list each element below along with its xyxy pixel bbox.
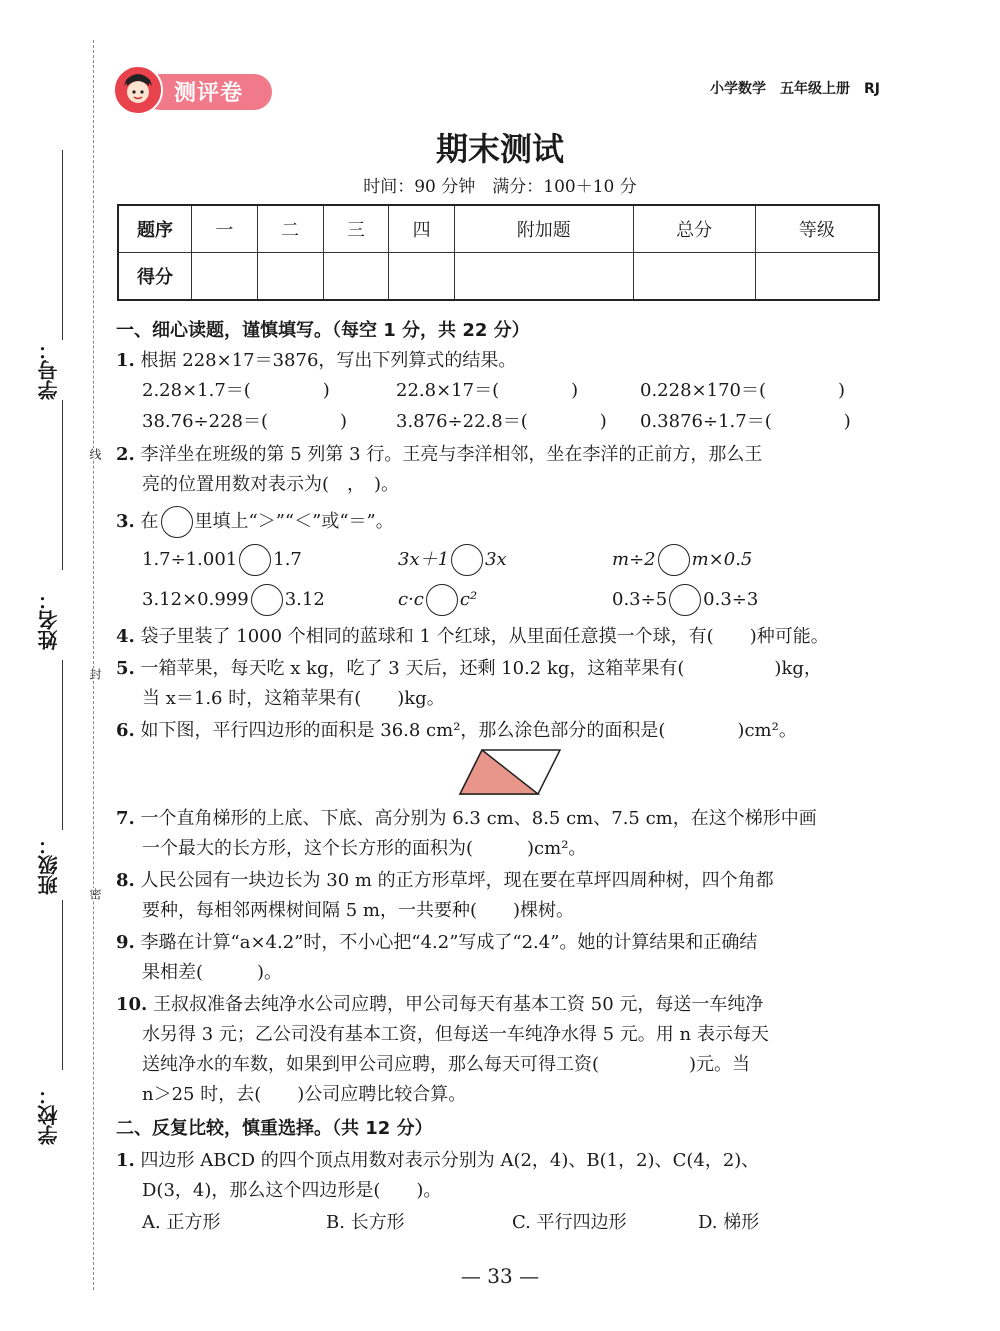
table-header-cell: 四 xyxy=(389,205,455,253)
exam-info: 时间：90 分钟 满分：100＋10 分 xyxy=(363,177,637,197)
blank-item[interactable]: 2.28×1.7＝( ) xyxy=(142,380,330,401)
margin-label-class: 班级： xyxy=(37,835,61,895)
subject-header: 小学数学 五年级上册 RJ xyxy=(710,81,880,97)
question-2 xyxy=(116,440,762,466)
badge-label: 测评卷 xyxy=(174,81,244,106)
question-number: 3. xyxy=(116,511,135,532)
question-1 xyxy=(116,1146,759,1172)
score-cell[interactable] xyxy=(257,253,323,301)
question-text: 如下图，平行四边形的面积是 36.8 cm²，那么涂色部分的面积是( )cm²。 xyxy=(140,720,797,741)
cut-mark: 封 xyxy=(82,668,104,680)
question-text: 水另得 3 元；乙公司没有基本工资，但每送一车纯净水得 5 元。用 n 表示每天 xyxy=(142,1024,769,1045)
compare-right: 0.3÷3 xyxy=(703,589,759,610)
margin-label-student-id: 学号： xyxy=(37,340,61,400)
compare-left: c·c xyxy=(398,589,424,610)
compare-right: c² xyxy=(459,589,478,610)
answer-circle[interactable] xyxy=(251,584,283,616)
score-cell[interactable] xyxy=(755,253,879,301)
blank-item[interactable]: 22.8×17＝( ) xyxy=(396,380,579,401)
question-7 xyxy=(116,804,817,830)
mascot-icon xyxy=(112,64,164,116)
question-number: 2. xyxy=(116,444,135,465)
question-text: 里填上“＞”“＜”或“＝”。 xyxy=(194,511,394,532)
compare-item[interactable] xyxy=(398,584,477,616)
question-number: 7. xyxy=(116,808,135,829)
table-header-cell: 三 xyxy=(323,205,389,253)
compare-item[interactable] xyxy=(142,544,302,576)
compare-left: 3.12×0.999 xyxy=(142,589,249,610)
score-table xyxy=(117,204,880,301)
option-d[interactable]: D. 梯形 xyxy=(698,1212,760,1233)
section-heading: 二、反复比较，慎重选择。（共 12 分） xyxy=(116,1118,433,1139)
margin-line xyxy=(62,660,63,830)
question-number: 5. xyxy=(116,658,135,679)
option-c[interactable]: C. 平行四边形 xyxy=(512,1212,627,1233)
blank-item[interactable]: 38.76÷228＝( ) xyxy=(142,411,348,432)
answer-circle[interactable] xyxy=(658,544,690,576)
question-8 xyxy=(116,866,774,892)
answer-circle[interactable] xyxy=(426,584,458,616)
table-header-cell: 附加题 xyxy=(455,205,634,253)
score-cell[interactable] xyxy=(633,253,755,301)
question-text: 在 xyxy=(140,511,159,532)
score-cell[interactable] xyxy=(455,253,634,301)
table-header-cell: 题序 xyxy=(118,205,192,253)
question-text: 四边形 ABCD 的四个顶点用数对表示分别为 A(2，4)、B(1，2)、C(4，2)、 xyxy=(140,1150,760,1171)
table-header-cell: 等级 xyxy=(755,205,879,253)
question-6 xyxy=(116,716,797,742)
question-text: 果相差( )。 xyxy=(142,962,283,983)
margin-label-name: 姓名： xyxy=(37,590,61,650)
question-number: 6. xyxy=(116,720,135,741)
question-text: 王叔叔准备去纯净水公司应聘，甲公司每天有基本工资 50 元，每送一车纯净 xyxy=(153,994,764,1015)
question-text: 送纯净水的车数，如果到甲公司应聘，那么每天可得工资( )元。当 xyxy=(142,1054,751,1075)
question-text: 当 x＝1.6 时，这箱苹果有( )kg。 xyxy=(142,688,445,709)
question-text: 一个最大的长方形，这个长方形的面积为( )cm²。 xyxy=(142,838,587,859)
compare-left: 1.7÷1.001 xyxy=(142,549,238,570)
page-number: — 33 — xyxy=(460,1264,540,1288)
cut-mark: 线 xyxy=(82,448,104,460)
question-3 xyxy=(116,506,394,538)
compare-right: 3x xyxy=(485,549,507,570)
option-a[interactable]: A. 正方形 xyxy=(142,1212,221,1233)
question-text: D(3，4)，那么这个四边形是( )。 xyxy=(142,1180,442,1201)
question-number: 1. xyxy=(116,350,135,371)
question-text: 李璐在计算“a×4.2”时，不小心把“4.2”写成了“2.4”。她的计算结果和正确结 xyxy=(140,932,758,953)
margin-label-school: 学校： xyxy=(37,1085,61,1145)
table-header-cell: 二 xyxy=(257,205,323,253)
table-header-cell: 总分 xyxy=(633,205,755,253)
question-number: 4. xyxy=(116,626,135,647)
question-10 xyxy=(116,990,763,1016)
option-b[interactable]: B. 长方形 xyxy=(326,1212,405,1233)
blank-item[interactable]: 0.3876÷1.7＝( ) xyxy=(640,411,851,432)
question-text: n＞25 时，去( )公司应聘比较合算。 xyxy=(142,1084,467,1105)
question-9 xyxy=(116,928,757,954)
score-cell[interactable] xyxy=(323,253,389,301)
answer-circle[interactable] xyxy=(239,544,271,576)
question-number: 10. xyxy=(116,994,148,1015)
question-text: 李洋坐在班级的第 5 列第 3 行。王亮与李洋相邻，坐在李洋的正前方，那么王 xyxy=(140,444,763,465)
badge xyxy=(112,64,272,114)
cut-mark: 密 xyxy=(82,888,104,900)
score-cell[interactable] xyxy=(389,253,455,301)
table-row xyxy=(118,205,879,253)
compare-item[interactable] xyxy=(142,584,325,616)
question-text: 一箱苹果，每天吃 x kg，吃了 3 天后，还剩 10.2 kg，这箱苹果有( )kg， xyxy=(140,658,822,679)
blank-item[interactable]: 0.228×170＝( ) xyxy=(640,380,846,401)
compare-left: 3x＋1 xyxy=(398,549,450,570)
question-number: 9. xyxy=(116,932,135,953)
section-heading: 一、细心读题，谨慎填写。（每空 1 分，共 22 分） xyxy=(116,320,530,341)
question-text: 亮的位置用数对表示为( ， )。 xyxy=(142,474,400,495)
compare-left: 0.3÷5 xyxy=(612,589,668,610)
compare-item[interactable] xyxy=(398,544,507,576)
margin-line xyxy=(62,900,63,1070)
question-text: 人民公园有一块边长为 30 m 的正方形草坪，现在要在草坪四周种树，四个角都 xyxy=(140,870,774,891)
compare-right: m×0.5 xyxy=(691,549,753,570)
blank-item[interactable]: 3.876÷22.8＝( ) xyxy=(396,411,607,432)
question-number: 8. xyxy=(116,870,135,891)
answer-circle[interactable] xyxy=(669,584,701,616)
compare-left: m÷2 xyxy=(612,549,656,570)
question-number: 1. xyxy=(116,1150,135,1171)
table-row xyxy=(118,253,879,301)
cut-line xyxy=(93,40,94,1290)
question-4 xyxy=(116,622,829,648)
parallelogram-figure xyxy=(458,748,562,796)
question-text: 一个直角梯形的上底、下底、高分别为 6.3 cm、8.5 cm、7.5 cm，在这个梯形中画 xyxy=(140,808,817,829)
score-cell[interactable] xyxy=(192,253,258,301)
compare-right: 3.12 xyxy=(284,589,325,610)
compare-right: 1.7 xyxy=(273,549,302,570)
compare-circle xyxy=(161,506,193,538)
question-5 xyxy=(116,654,822,680)
table-header-cell: 一 xyxy=(192,205,258,253)
compare-item[interactable] xyxy=(612,584,758,616)
question-text: 要种，每相邻两棵树间隔 5 m，一共要种( )棵树。 xyxy=(142,900,575,921)
compare-item[interactable] xyxy=(612,544,752,576)
question-1 xyxy=(116,346,516,372)
question-text: 袋子里装了 1000 个相同的蓝球和 1 个红球，从里面任意摸一个球，有( )种可能。 xyxy=(140,626,829,647)
answer-circle[interactable] xyxy=(451,544,483,576)
margin-line xyxy=(62,400,63,570)
page-title: 期末测试 xyxy=(435,130,564,168)
question-text: 根据 228×17＝3876，写出下列算式的结果。 xyxy=(140,350,517,371)
table-row-label: 得分 xyxy=(118,253,192,301)
